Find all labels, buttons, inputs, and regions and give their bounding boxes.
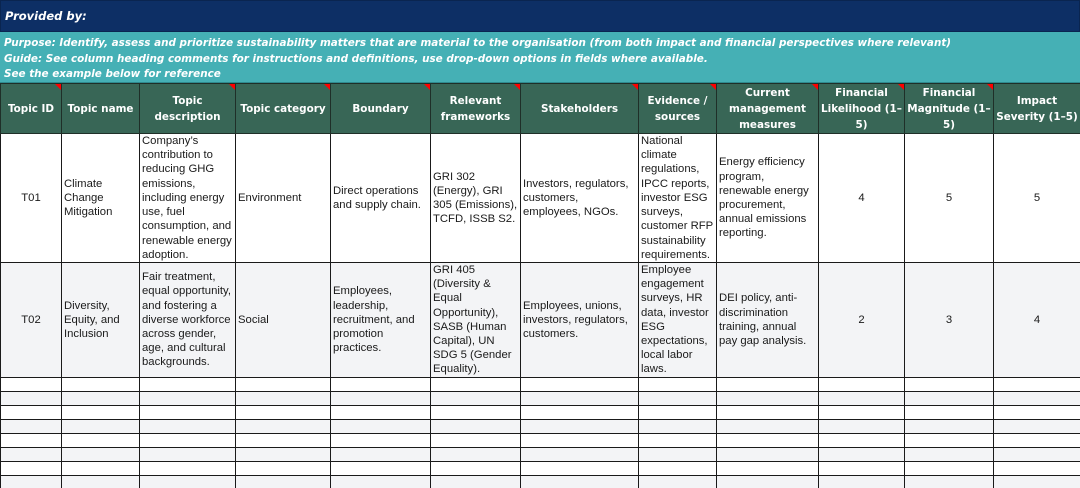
empty-cell[interactable] [140,391,236,405]
empty-cell[interactable] [994,447,1080,461]
empty-cell[interactable] [905,433,994,447]
empty-cell[interactable] [994,433,1080,447]
empty-cell[interactable] [431,461,521,475]
empty-cell[interactable] [521,461,639,475]
empty-cell[interactable] [1,419,62,433]
empty-cell[interactable] [639,405,717,419]
empty-cell[interactable] [331,475,431,488]
empty-cell[interactable] [331,461,431,475]
empty-cell[interactable] [521,405,639,419]
header-current-management[interactable]: Current management measures [717,84,819,134]
empty-cell[interactable] [236,391,331,405]
empty-cell[interactable] [331,433,431,447]
empty-table-row [1,405,1080,419]
empty-cell[interactable] [236,433,331,447]
empty-cell[interactable] [236,461,331,475]
empty-cell[interactable] [62,447,140,461]
empty-cell[interactable] [1,405,62,419]
empty-cell[interactable] [717,391,819,405]
empty-cell[interactable] [521,433,639,447]
empty-cell[interactable] [331,377,431,391]
empty-cell[interactable] [62,433,140,447]
cell-topic-name[interactable]: Climate Change Mitigation [62,134,140,263]
empty-cell[interactable] [819,461,905,475]
empty-cell[interactable] [140,377,236,391]
empty-cell[interactable] [639,377,717,391]
empty-table-row [1,461,1080,475]
empty-cell[interactable] [1,461,62,475]
empty-cell[interactable] [905,391,994,405]
cell-boundary[interactable]: Direct operations and supply chain. [331,134,431,263]
header-relevant-frameworks[interactable]: Relevant frameworks [431,84,521,134]
empty-cell[interactable] [1,475,62,488]
header-topic-description[interactable]: Topic description [140,84,236,134]
empty-cell[interactable] [331,419,431,433]
cell-impact-severity[interactable]: 5 [994,134,1080,263]
empty-cell[interactable] [994,377,1080,391]
empty-cell[interactable] [431,419,521,433]
cell-topic-description[interactable]: Fair treatment, equal opportunity, and fostering a diverse workforce across gender, age, and cultural backgrounds. [140,263,236,378]
cell-relevant-frameworks[interactable]: GRI 405 (Diversity & Equal Opportunity), SASB (Human Capital), UN SDG 5 (Gender Equality). [431,263,521,378]
cell-financial-likelihood[interactable]: 2 [819,263,905,378]
empty-cell[interactable] [140,461,236,475]
empty-cell[interactable] [62,377,140,391]
empty-cell[interactable] [639,475,717,488]
empty-cell[interactable] [62,475,140,488]
header-financial-likelihood[interactable]: Financial Likelihood (1–5) [819,84,905,134]
empty-cell[interactable] [140,433,236,447]
empty-table-row [1,433,1080,447]
empty-cell[interactable] [994,419,1080,433]
cell-topic-name[interactable]: Diversity, Equity, and Inclusion [62,263,140,378]
cell-financial-magnitude[interactable]: 3 [905,263,994,378]
empty-cell[interactable] [639,391,717,405]
empty-cell[interactable] [236,405,331,419]
cell-topic-category[interactable]: Social [236,263,331,378]
empty-cell[interactable] [236,419,331,433]
empty-cell[interactable] [431,447,521,461]
cell-financial-likelihood[interactable]: 4 [819,134,905,263]
header-boundary[interactable]: Boundary [331,84,431,134]
empty-cell[interactable] [236,475,331,488]
table-row [1,263,1080,378]
cell-financial-magnitude[interactable]: 5 [905,134,994,263]
cell-stakeholders[interactable]: Investors, regulators, customers, employees, NGOs. [521,134,639,263]
empty-cell[interactable] [905,475,994,488]
cell-current-management[interactable]: Energy efficiency program, renewable energy procurement, annual emissions reporting. [717,134,819,263]
empty-cell[interactable] [905,405,994,419]
empty-cell[interactable] [905,419,994,433]
empty-cell[interactable] [140,419,236,433]
empty-cell[interactable] [62,405,140,419]
header-topic-category[interactable]: Topic category [236,84,331,134]
empty-cell[interactable] [717,447,819,461]
empty-cell[interactable] [140,475,236,488]
empty-cell[interactable] [1,447,62,461]
empty-table-row [1,419,1080,433]
empty-cell[interactable] [521,447,639,461]
cell-topic-category[interactable]: Environment [236,134,331,263]
empty-cell[interactable] [331,391,431,405]
header-impact-severity[interactable]: Impact Severity (1–5) [994,84,1080,134]
empty-cell[interactable] [431,377,521,391]
empty-cell[interactable] [140,405,236,419]
empty-cell[interactable] [236,447,331,461]
empty-cell[interactable] [994,461,1080,475]
empty-cell[interactable] [62,391,140,405]
empty-cell[interactable] [62,419,140,433]
empty-cell[interactable] [431,391,521,405]
cell-topic-id[interactable]: T01 [1,134,62,263]
empty-cell[interactable] [994,405,1080,419]
empty-cell[interactable] [717,433,819,447]
empty-cell[interactable] [717,405,819,419]
empty-table-row [1,475,1080,488]
empty-cell[interactable] [819,475,905,488]
cell-evidence-sources[interactable]: Employee engagement surveys, HR data, investor ESG expectations, local labor laws. [639,263,717,378]
empty-cell[interactable] [331,447,431,461]
empty-cell[interactable] [819,377,905,391]
header-topic-name[interactable]: Topic name [62,84,140,134]
empty-cell[interactable] [1,377,62,391]
empty-cell[interactable] [639,433,717,447]
cell-relevant-frameworks[interactable]: GRI 302 (Energy), GRI 305 (Emissions), TCFD, ISSB S2. [431,134,521,263]
empty-cell[interactable] [62,461,140,475]
empty-cell[interactable] [905,461,994,475]
header-row [1,84,1080,134]
instructions-banner[interactable] [0,32,1080,83]
empty-cell[interactable] [431,475,521,488]
empty-table-row [1,391,1080,405]
materiality-table [0,83,1080,488]
header-stakeholders[interactable]: Stakeholders [521,84,639,134]
empty-cell[interactable] [717,377,819,391]
empty-cell[interactable] [521,475,639,488]
empty-cell[interactable] [521,377,639,391]
empty-table-row [1,377,1080,391]
header-topic-id[interactable]: Topic ID [1,84,62,134]
provided-by-banner[interactable]: Provided by: [0,0,1080,32]
empty-cell[interactable] [717,475,819,488]
empty-cell[interactable] [819,405,905,419]
empty-cell[interactable] [819,391,905,405]
empty-cell[interactable] [717,419,819,433]
empty-cell[interactable] [905,447,994,461]
empty-cell[interactable] [1,433,62,447]
cell-current-management[interactable]: DEI policy, anti-discrimination training, annual pay gap analysis. [717,263,819,378]
empty-cell[interactable] [521,391,639,405]
empty-cell[interactable] [717,461,819,475]
empty-cell[interactable] [905,377,994,391]
empty-cell[interactable] [431,405,521,419]
cell-stakeholders[interactable]: Employees, unions, investors, regulators, customers. [521,263,639,378]
cell-evidence-sources[interactable]: National climate regulations, IPCC reports, investor ESG surveys, customer RFP sustainability requirements. [639,134,717,263]
empty-cell[interactable] [819,419,905,433]
cell-topic-description[interactable]: Company’s contribution to reducing GHG emissions, including energy use, fuel consumption, and renewable energy adoption. [140,134,236,263]
empty-cell[interactable] [1,391,62,405]
empty-cell[interactable] [819,447,905,461]
empty-cell[interactable] [521,419,639,433]
empty-cell[interactable] [994,475,1080,488]
empty-cell[interactable] [819,433,905,447]
empty-cell[interactable] [431,433,521,447]
empty-cell[interactable] [994,391,1080,405]
cell-impact-severity[interactable]: 4 [994,263,1080,378]
header-evidence-sources[interactable]: Evidence / sources [639,84,717,134]
reference-text: See the example below for reference [4,68,221,80]
empty-table-row [1,447,1080,461]
empty-cell[interactable] [331,405,431,419]
empty-cell[interactable] [639,461,717,475]
cell-boundary[interactable]: Employees, leadership, recruitment, and promotion practices. [331,263,431,378]
header-financial-magnitude[interactable]: Financial Magnitude (1–5) [905,84,994,134]
empty-cell[interactable] [639,419,717,433]
cell-topic-id[interactable]: T02 [1,263,62,378]
guide-text: Guide: See column heading comments for instructions and definitions, use drop-down options in fields where available. [4,52,708,65]
empty-cell[interactable] [140,447,236,461]
empty-cell[interactable] [236,377,331,391]
table-row [1,134,1080,263]
empty-cell[interactable] [639,447,717,461]
purpose-text: Purpose: Identify, assess and prioritize sustainability matters that are material to the organisation (from both impact and financial perspectives where relevant) [4,37,952,49]
